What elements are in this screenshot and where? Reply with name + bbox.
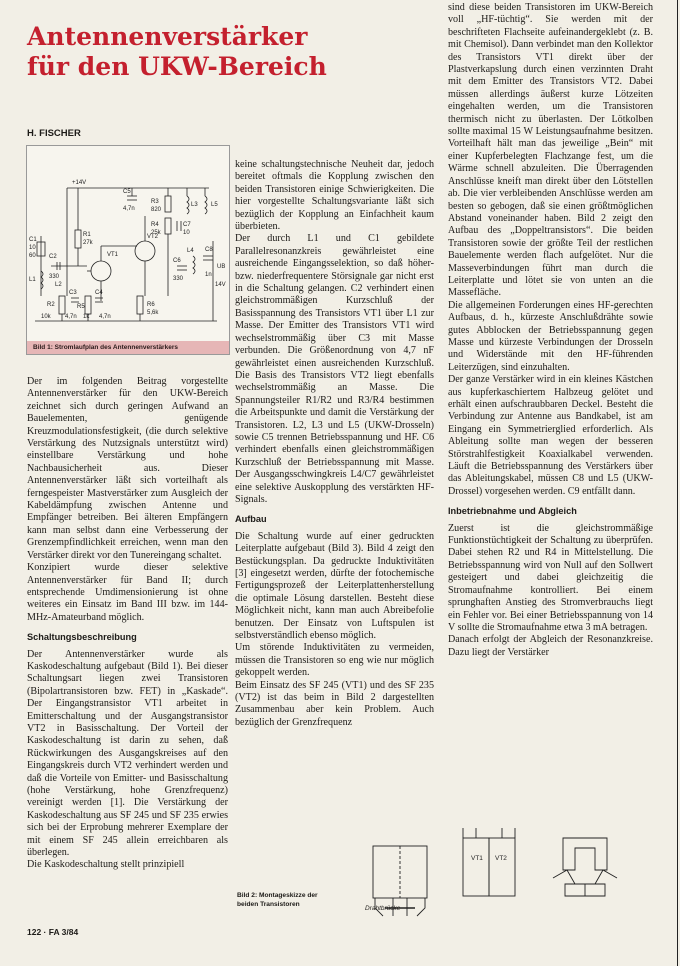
figure-1-caption: Bild 1: Stromlaufplan des Antennenverstärkers bbox=[27, 341, 229, 354]
label-c2-value: 330 bbox=[49, 274, 60, 280]
label-r3: R3 bbox=[151, 199, 159, 205]
label-vt1: VT1 bbox=[107, 252, 119, 258]
title-line-2: für den UKW-Bereich bbox=[27, 52, 327, 81]
col3-paragraph-4: Zuerst ist die gleichstrommäßige Funktionstüchtigkeit der Schaltung zu überprüfen. Dabei stehen R2 und R4 in Mittelstellung. Die Betriebsspannung wird von Null auf den Sollwert gesteigert und dabei gleichzeitig die Stromaufnahme kontrolliert. Bei einem sprunghaften Anstieg des Stromverbrauchs liegt ein Fehler vor. Bei einer Betriebsspannung von 14 V sollte die Stromaufnahme etwa 3 mA betragen. bbox=[448, 522, 653, 633]
article-title bbox=[27, 22, 327, 82]
label-c6: C6 bbox=[173, 258, 181, 264]
col2-paragraph-5: Beim Einsatz des SF 245 (VT1) und des SF 235 (VT2) ist das beim in Bild 2 dargestellten Zusammenbau aber kein Problem. Auch bezüglich der Grenzfrequenz bbox=[235, 679, 434, 728]
column-1 bbox=[27, 376, 228, 872]
label-c8: C8 bbox=[205, 247, 213, 253]
col3-paragraph-1: sind diese beiden Transistoren im UKW-Bereich voll „HF-tüchtig“. Sie werden mit der beschrifteten Flachseite aufeinandergeklebt (z. B. mit Chemisol). Dann verbindet man den Kollektor des Transistors VT1 direkt über der Plastverkapslung durch einen verzinnten Draht mit dem Emitter des Transistors VT2. Dabei müssen allerdings äußerst kurze Lötzeiten eingehalten werden, um die Transistoren thermisch nicht zu überlasten. Der Lötkolben sollte maximal 15 W Leistungsaufnahme besitzen. Vorteilhaft hält man das jeweilige „Bein“ mit einer Kupferbelegten Flachzange fest, um die Wärme schnell abzuleiten. Die Überragenden Anschlüsse kneift man direkt über den Lötstellen ab. Die vier verbleibenden Anschlüsse werden am besten so gebogen, daß sie einen größtmöglichen Abstand voneinander haben. Bild 2 zeigt den Aufbau des „Doppeltransistors“. Die beiden Transistoren sowie der größte Teil der restlichen Bauelemente werden flach aufgelötet. Nur die Masseverbindungen führt man durch die Leiterplatte und lötet sie von unten an die Massefläche. bbox=[448, 2, 653, 299]
label-supply: +14V bbox=[72, 180, 87, 186]
label-c4: C4 bbox=[95, 290, 103, 296]
label-l2: L2 bbox=[55, 282, 62, 288]
label-r6-value: 5,6k bbox=[147, 310, 159, 316]
fig2-label-vt2: VT2 bbox=[495, 855, 507, 862]
label-r3-value: 820 bbox=[151, 207, 162, 213]
label-ub: UB bbox=[217, 264, 226, 270]
label-ub-value: 14V bbox=[215, 282, 226, 288]
col1-paragraph-1: Der im folgenden Beitrag vorgestellte Antennenverstärker für den UKW-Bereich zeichnet sich durch geringen Aufwand an Bauelementen, genügende Kreuzmodulationsfestigkeit, (die durch selektive Verstärkung des Nutzsignals unterstützt wird) einstellbare Verstärkung und hohe Nachbausicherheit aus. Dieser Antennenverstärker läßt sich vorteilhaft als ferngespeister Mastverstärker zum Ausgleich der Kabeldämpfung zwischen Antenne und Empfänger betreiben. Bei älteren Empfängern kann man selbst dann eine Verbesserung der Grenzempfindlichkeit erreichen, wenn man den Verstärker direkt vor den Tunereingang schaltet. bbox=[27, 376, 228, 561]
label-r2: R2 bbox=[47, 302, 55, 308]
author: H. FISCHER bbox=[27, 128, 81, 139]
label-c4-value: 4,7n bbox=[99, 314, 111, 320]
label-c7-value: 10 bbox=[183, 230, 190, 236]
col2-paragraph-4: Um störende Induktivitäten zu vermeiden, müssen die Transistoren so eng wie nur möglich gekoppelt werden. bbox=[235, 642, 434, 679]
label-l5: L5 bbox=[211, 202, 218, 208]
label-vt2: VT2 bbox=[147, 234, 159, 240]
label-r1-value: 27k bbox=[83, 240, 93, 246]
label-c1: C1 bbox=[29, 237, 37, 243]
label-c5: C5 bbox=[123, 189, 131, 195]
label-l3: L3 bbox=[191, 202, 198, 208]
label-l4: L4 bbox=[187, 248, 194, 254]
col1-paragraph-2: Konzipiert wurde dieser selektive Antennenverstärker für Band II; durch entsprechende Umdimensionierung ist ohne weiteres ein Einsatz im Band III bzw. im 144-MHz-Amateurband möglich. bbox=[27, 562, 228, 623]
label-c3-value: 4,7n bbox=[65, 314, 77, 320]
col1-paragraph-4: Die Kaskodeschaltung stellt prinzipiell bbox=[27, 859, 185, 871]
label-c2: C2 bbox=[49, 254, 57, 260]
label-l1: L1 bbox=[29, 277, 36, 283]
heading-inbetriebnahme: Inbetriebnahme und Abgleich bbox=[448, 506, 577, 517]
col2-paragraph-2: Der durch L1 und C1 gebildete Parallelresonanzkreis gewährleistet eine ausreichende Eingangsselektion, so daß höher- bzw. niederfrequentere Störsignale gar nicht erst in die Schaltung gelangen. C2 verhindert einen gleichstrommäßigen Kurzschluß der Basisspannung des Transistors VT1 über L1 zur Masse. Der Emitter des Transistors VT1 wird wechselstrommäßig über C3 mit Masse verbunden. Die Größenordnung von 4,7 nF gewährleistet einen ausreichenden Kurzschluß. Die Basis des Transistors VT2 liegt ebenfalls wechselstrommäßig an Masse. Die Spannungsteiler R1/R2 und R3/R4 bestimmen die Arbeitspunkte und damit die Verstärkung der Transistoren. L2, L3 und L5 (UKW-Drosseln) sowie C5 trennen Betriebsspannung und HF. C6 verhindert ebenfalls einen gleichstrommäßigen Kurzschluß der Betriebsspannung mit Masse. Der Ausgangsschwingkreis L4/C7 gewährleistet eine selektive Auskopplung des verstärkten HF-Signals. bbox=[235, 233, 434, 505]
label-r5-value: 1k bbox=[83, 314, 90, 320]
label-c5-value: 4,7n bbox=[123, 206, 135, 212]
col2-paragraph-3: Die Schaltung wurde auf einer gedruckten Leiterplatte aufgebaut (Bild 3). Bild 4 zeigt den Bestückungsplan. Da gedruckte Induktivitäten [3] eingesetzt werden, dürfte der fotochemische Fertigungsprozeß der Leiterplattenherstellung die optimale Lösung darstellen. Besteht diese Möglichkeit nicht, kann man auch Abreibefolie benutzen. Der Einsatz von Luftspulen ist selbstverständlich ebenso möglich. bbox=[235, 530, 434, 642]
label-c8-value: 1n bbox=[205, 272, 212, 278]
label-c7: C7 bbox=[183, 222, 191, 228]
figure-2-label-drahtbruecke: Drahtbrücke bbox=[365, 905, 401, 912]
figure-2-caption: Bild 2: Montageskizze der beiden Transistoren bbox=[237, 892, 318, 908]
col1-paragraph-3: Der Antennenverstärker wurde als Kaskodeschaltung aufgebaut (Bild 1). Bei dieser Schaltungsart liegen zwei Transistoren (Bipolartransistoren bzw. FET) in „Kaskade“. Der Eingangstransistor VT1 arbeitet in Emitterschaltung und der Ausgangstransistor VT2 in Basisschaltung. Der Vorteil der Kaskodeschaltung ist darin zu sehen, daß Rückwirkungen des Ausgangskreises auf den Eingangskreis durch VT2 verhindert werden und daß die Vorteile von Emitter- und Basisschaltung (hohe Verstärkung, hohe Grenzfrequenz) vereinigt werden [1]. Die Verstärkung der Kaskodeschaltung aus SF 245 und SF 235 erwies sich bei der Erprobung mehrerer Exemplare der mit einem SF 245 allein erreichbaren als überlegen. bbox=[27, 648, 228, 859]
col3-paragraph-3: Der ganze Verstärker wird in ein kleines Kästchen aus kupferkaschiertem Halbzeug gelötet und erhält einen aufschraubbaren Deckel. Besteht die Verbindung zur Antenne aus Bandkabel, ist am Eingang ein Symmetrierglied erforderlich. Als Ableitung sollte man wegen der besseren Störstrahlfestigkeit Koaxialkabel verwenden. Läuft die Betriebsspannung des Verstärkers über das Ableitungskabel, müssen C8 und L5 (UKW-Drossel) vorgesehen werden. C9 entfällt dann. bbox=[448, 374, 653, 497]
fig2-label-vt1: VT1 bbox=[471, 855, 483, 862]
label-c1-range: 60 bbox=[29, 253, 36, 259]
label-c6-value: 330 bbox=[173, 276, 184, 282]
circuit-diagram bbox=[27, 146, 229, 341]
col2-paragraph-1: keine schaltungstechnische Neuheit dar, jedoch bereitet oftmals die Kopplung zwischen den beiden Transistoren einige Schwierigkeiten. Die hier vorgestellte Schaltungsvariante läßt sich bezüglich der Kopplung an Einfachheit kaum überbieten. bbox=[235, 159, 434, 233]
label-c1-value: 10 bbox=[29, 245, 36, 251]
label-r4-value: 25k bbox=[151, 230, 161, 236]
heading-schaltungsbeschreibung: Schaltungsbeschreibung bbox=[27, 632, 137, 643]
col3-paragraph-5: Danach erfolgt der Abgleich der Resonanzkreise. Dazu liegt der Verstärker bbox=[448, 634, 653, 658]
page-edge bbox=[677, 0, 678, 966]
label-r4: R4 bbox=[151, 222, 159, 228]
col3-paragraph-2: Die allgemeinen Forderungen eines HF-gerechten Aufbaus, d. h., kürzeste Anschlußdrähte sowie gutes Abblocken der Betriebsspannung gegen Masse und kürzeste Verbindungen der Drosseln und Widerstände mit den HF-führenden Leiterzügen, sind einzuhalten. bbox=[448, 299, 653, 373]
label-r5: R5 bbox=[77, 304, 85, 310]
label-r1: R1 bbox=[83, 232, 91, 238]
column-3 bbox=[448, 2, 653, 659]
label-r6: R6 bbox=[147, 302, 155, 308]
title-line-1: Antennenverstärker bbox=[27, 22, 308, 51]
column-2 bbox=[235, 159, 434, 729]
figure-1-schematic bbox=[26, 145, 230, 355]
label-r2-value: 10k bbox=[41, 314, 51, 320]
heading-aufbau: Aufbau bbox=[235, 514, 267, 525]
page-footer: 122 · FA 3/84 bbox=[27, 927, 79, 937]
label-c3: C3 bbox=[69, 290, 77, 296]
figure-2-assembly bbox=[235, 818, 665, 923]
